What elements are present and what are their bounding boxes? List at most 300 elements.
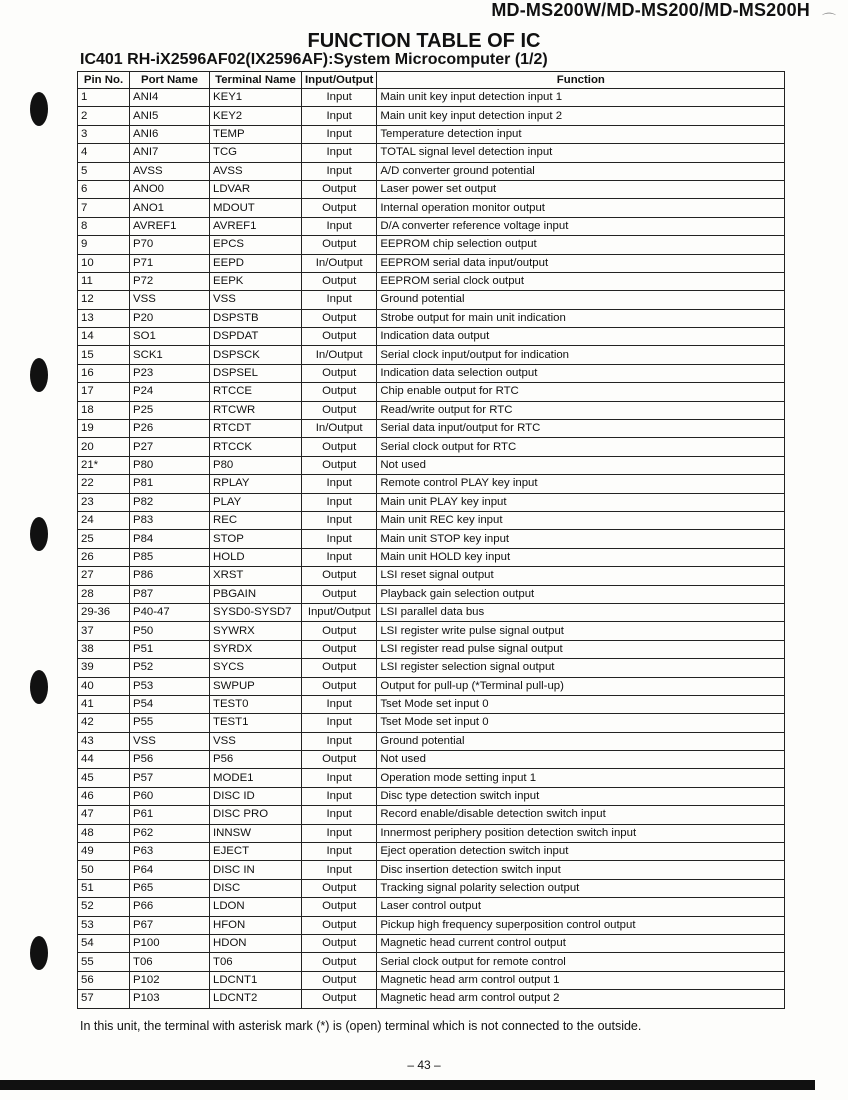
table-row (78, 971, 785, 989)
table-row (78, 364, 785, 382)
terminal-name-cell: SYCS (210, 659, 302, 677)
function-cell: LSI reset signal output (377, 567, 785, 585)
pin-no-cell: 23 (78, 493, 130, 511)
port-name-cell: P62 (130, 824, 210, 842)
pin-no-cell: 37 (78, 622, 130, 640)
table-body (78, 89, 785, 1009)
terminal-name-cell: EPCS (210, 236, 302, 254)
pin-no-cell: 44 (78, 751, 130, 769)
pin-no-cell: 38 (78, 640, 130, 658)
terminal-name-cell: LDCNT1 (210, 971, 302, 989)
table-row (78, 787, 785, 805)
function-cell: D/A converter reference voltage input (377, 217, 785, 235)
io-cell: Output (302, 401, 377, 419)
binder-hole-mark (30, 936, 48, 970)
terminal-name-cell: DSPSCK (210, 346, 302, 364)
function-cell: Main unit PLAY key input (377, 493, 785, 511)
table-row (78, 309, 785, 327)
table-row (78, 861, 785, 879)
port-name-cell: P85 (130, 548, 210, 566)
io-cell: Output (302, 456, 377, 474)
pin-no-cell: 39 (78, 659, 130, 677)
io-cell: Output (302, 567, 377, 585)
table-row (78, 751, 785, 769)
table-row (78, 346, 785, 364)
port-name-cell: P63 (130, 843, 210, 861)
table-row (78, 934, 785, 952)
port-name-cell: P100 (130, 934, 210, 952)
table-row (78, 769, 785, 787)
io-cell: In/Output (302, 420, 377, 438)
table-row (78, 640, 785, 658)
table-row (78, 898, 785, 916)
port-name-cell: P71 (130, 254, 210, 272)
pin-no-cell: 52 (78, 898, 130, 916)
table-row (78, 456, 785, 474)
function-cell: Internal operation monitor output (377, 199, 785, 217)
table-row (78, 879, 785, 897)
table-row (78, 990, 785, 1008)
port-name-cell: ANI4 (130, 89, 210, 107)
function-cell: Main unit key input detection input 2 (377, 107, 785, 125)
pin-no-cell: 4 (78, 144, 130, 162)
port-name-cell: P25 (130, 401, 210, 419)
function-cell: Tset Mode set input 0 (377, 714, 785, 732)
pin-no-cell: 22 (78, 475, 130, 493)
terminal-name-cell: HOLD (210, 548, 302, 566)
port-name-cell: SO1 (130, 328, 210, 346)
io-cell: Output (302, 180, 377, 198)
col-header-input-output: Input/Output (302, 72, 377, 89)
table-row (78, 622, 785, 640)
function-cell: Magnetic head arm control output 1 (377, 971, 785, 989)
terminal-name-cell: TEST1 (210, 714, 302, 732)
function-cell: Playback gain selection output (377, 585, 785, 603)
terminal-name-cell: DSPDAT (210, 328, 302, 346)
pin-no-cell: 9 (78, 236, 130, 254)
table-row (78, 475, 785, 493)
function-cell: Serial clock output for remote control (377, 953, 785, 971)
pin-no-cell: 8 (78, 217, 130, 235)
io-cell: Output (302, 953, 377, 971)
port-name-cell: VSS (130, 291, 210, 309)
binder-hole-mark (30, 670, 48, 704)
io-cell: In/Output (302, 254, 377, 272)
function-cell: Record enable/disable detection switch input (377, 806, 785, 824)
terminal-name-cell: DISC IN (210, 861, 302, 879)
terminal-name-cell: REC (210, 511, 302, 529)
io-cell: Input (302, 291, 377, 309)
io-cell: Output (302, 990, 377, 1008)
table-row (78, 291, 785, 309)
function-cell: Disc insertion detection switch input (377, 861, 785, 879)
function-cell: Tracking signal polarity selection output (377, 879, 785, 897)
function-cell: EEPROM serial clock output (377, 272, 785, 290)
table-row (78, 695, 785, 713)
table-row (78, 217, 785, 235)
io-cell: Output (302, 879, 377, 897)
port-name-cell: P72 (130, 272, 210, 290)
port-name-cell: ANO0 (130, 180, 210, 198)
function-cell: Output for pull-up (*Terminal pull-up) (377, 677, 785, 695)
terminal-name-cell: RTCCE (210, 383, 302, 401)
pin-no-cell: 7 (78, 199, 130, 217)
io-cell: Output (302, 934, 377, 952)
terminal-name-cell: SYRDX (210, 640, 302, 658)
terminal-name-cell: DISC (210, 879, 302, 897)
table-row (78, 806, 785, 824)
col-header-port-name: Port Name (130, 72, 210, 89)
pin-no-cell: 54 (78, 934, 130, 952)
terminal-name-cell: STOP (210, 530, 302, 548)
function-cell: Magnetic head arm control output 2 (377, 990, 785, 1008)
pin-no-cell: 14 (78, 328, 130, 346)
terminal-name-cell: RTCWR (210, 401, 302, 419)
pin-no-cell: 10 (78, 254, 130, 272)
io-cell: Output (302, 659, 377, 677)
table-row (78, 824, 785, 842)
pin-no-cell: 48 (78, 824, 130, 842)
pin-no-cell: 29-36 (78, 603, 130, 621)
io-cell: Input (302, 217, 377, 235)
function-cell: TOTAL signal level detection input (377, 144, 785, 162)
terminal-name-cell: EJECT (210, 843, 302, 861)
table-row (78, 916, 785, 934)
terminal-name-cell: SYWRX (210, 622, 302, 640)
port-name-cell: P80 (130, 456, 210, 474)
port-name-cell: P70 (130, 236, 210, 254)
io-cell: Input (302, 530, 377, 548)
function-cell: Not used (377, 751, 785, 769)
port-name-cell: P65 (130, 879, 210, 897)
io-cell: Input (302, 695, 377, 713)
table-header-row (78, 72, 785, 89)
terminal-name-cell: RTCDT (210, 420, 302, 438)
port-name-cell: P81 (130, 475, 210, 493)
function-cell: Main unit STOP key input (377, 530, 785, 548)
pin-no-cell: 3 (78, 125, 130, 143)
function-cell: Remote control PLAY key input (377, 475, 785, 493)
table-row (78, 89, 785, 107)
io-cell: Output (302, 364, 377, 382)
table-row (78, 162, 785, 180)
terminal-name-cell: RPLAY (210, 475, 302, 493)
function-cell: Ground potential (377, 732, 785, 750)
function-cell: Serial clock input/output for indication (377, 346, 785, 364)
terminal-name-cell: TCG (210, 144, 302, 162)
terminal-name-cell: INNSW (210, 824, 302, 842)
function-cell: EEPROM serial data input/output (377, 254, 785, 272)
terminal-name-cell: DSPSTB (210, 309, 302, 327)
terminal-name-cell: XRST (210, 567, 302, 585)
function-cell: Strobe output for main unit indication (377, 309, 785, 327)
pin-no-cell: 11 (78, 272, 130, 290)
function-cell: Not used (377, 456, 785, 474)
io-cell: Output (302, 971, 377, 989)
port-name-cell: P53 (130, 677, 210, 695)
terminal-name-cell: RTCCK (210, 438, 302, 456)
function-cell: LSI register read pulse signal output (377, 640, 785, 658)
function-cell: Indication data output (377, 328, 785, 346)
io-cell: Output (302, 916, 377, 934)
pin-no-cell: 20 (78, 438, 130, 456)
io-cell: Input (302, 732, 377, 750)
pin-no-cell: 24 (78, 511, 130, 529)
port-name-cell: P52 (130, 659, 210, 677)
table-row (78, 328, 785, 346)
port-name-cell: P55 (130, 714, 210, 732)
port-name-cell: P84 (130, 530, 210, 548)
io-cell: Input (302, 769, 377, 787)
footnote: In this unit, the terminal with asterisk mark (*) is (open) terminal which is not connected to the outside. (80, 1019, 642, 1033)
io-cell: Output (302, 640, 377, 658)
port-name-cell: AVSS (130, 162, 210, 180)
col-header-terminal-name: Terminal Name (210, 72, 302, 89)
pin-no-cell: 27 (78, 567, 130, 585)
port-name-cell: P83 (130, 511, 210, 529)
port-name-cell: P50 (130, 622, 210, 640)
port-name-cell: P103 (130, 990, 210, 1008)
table-row (78, 548, 785, 566)
terminal-name-cell: EEPK (210, 272, 302, 290)
function-cell: Innermost periphery position detection switch input (377, 824, 785, 842)
table-row (78, 383, 785, 401)
port-name-cell: AVREF1 (130, 217, 210, 235)
table-row (78, 107, 785, 125)
bottom-scan-bar (0, 1080, 815, 1090)
pin-no-cell: 51 (78, 879, 130, 897)
io-cell: Output (302, 383, 377, 401)
pin-no-cell: 56 (78, 971, 130, 989)
table-row (78, 843, 785, 861)
terminal-name-cell: VSS (210, 732, 302, 750)
table-row (78, 603, 785, 621)
port-name-cell: P86 (130, 567, 210, 585)
function-cell: EEPROM chip selection output (377, 236, 785, 254)
pin-no-cell: 49 (78, 843, 130, 861)
terminal-name-cell: P80 (210, 456, 302, 474)
table-row (78, 254, 785, 272)
pin-no-cell: 5 (78, 162, 130, 180)
port-name-cell: VSS (130, 732, 210, 750)
pin-no-cell: 45 (78, 769, 130, 787)
io-cell: Output (302, 898, 377, 916)
terminal-name-cell: SWPUP (210, 677, 302, 695)
io-cell: Input (302, 806, 377, 824)
function-table-container (77, 71, 785, 1009)
pin-no-cell: 47 (78, 806, 130, 824)
terminal-name-cell: MDOUT (210, 199, 302, 217)
io-cell: Input (302, 107, 377, 125)
table-row (78, 714, 785, 732)
function-cell: Read/write output for RTC (377, 401, 785, 419)
function-cell: LSI parallel data bus (377, 603, 785, 621)
terminal-name-cell: TEST0 (210, 695, 302, 713)
table-row (78, 530, 785, 548)
table-row (78, 144, 785, 162)
io-cell: Output (302, 438, 377, 456)
port-name-cell: P26 (130, 420, 210, 438)
port-name-cell: P51 (130, 640, 210, 658)
io-cell: Output (302, 309, 377, 327)
port-name-cell: SCK1 (130, 346, 210, 364)
io-cell: Output (302, 199, 377, 217)
terminal-name-cell: SYSD0-SYSD7 (210, 603, 302, 621)
table-row (78, 493, 785, 511)
edge-mark: ⌒ (822, 12, 836, 28)
table-row (78, 438, 785, 456)
terminal-name-cell: EEPD (210, 254, 302, 272)
table-row (78, 567, 785, 585)
table-row (78, 953, 785, 971)
port-name-cell: P82 (130, 493, 210, 511)
table-row (78, 585, 785, 603)
io-cell: Input (302, 125, 377, 143)
terminal-name-cell: LDON (210, 898, 302, 916)
pin-no-cell: 43 (78, 732, 130, 750)
function-cell: Main unit HOLD key input (377, 548, 785, 566)
port-name-cell: P67 (130, 916, 210, 934)
io-cell: Output (302, 677, 377, 695)
function-cell: Indication data selection output (377, 364, 785, 382)
terminal-name-cell: HDON (210, 934, 302, 952)
pin-no-cell: 25 (78, 530, 130, 548)
io-cell: Input (302, 824, 377, 842)
terminal-name-cell: KEY2 (210, 107, 302, 125)
port-name-cell: ANO1 (130, 199, 210, 217)
table-row (78, 420, 785, 438)
port-name-cell: P20 (130, 309, 210, 327)
port-name-cell: T06 (130, 953, 210, 971)
port-name-cell: P60 (130, 787, 210, 805)
function-cell: LSI register write pulse signal output (377, 622, 785, 640)
function-cell: Main unit REC key input (377, 511, 785, 529)
io-cell: Input (302, 548, 377, 566)
terminal-name-cell: DISC PRO (210, 806, 302, 824)
pin-no-cell: 40 (78, 677, 130, 695)
io-cell: In/Output (302, 346, 377, 364)
terminal-name-cell: PBGAIN (210, 585, 302, 603)
table-row (78, 677, 785, 695)
table-row (78, 272, 785, 290)
io-cell: Output (302, 272, 377, 290)
table-row (78, 125, 785, 143)
terminal-name-cell: AVSS (210, 162, 302, 180)
function-cell: Magnetic head current control output (377, 934, 785, 952)
function-cell: Tset Mode set input 0 (377, 695, 785, 713)
pin-no-cell: 53 (78, 916, 130, 934)
table-row (78, 180, 785, 198)
pin-no-cell: 12 (78, 291, 130, 309)
port-name-cell: P61 (130, 806, 210, 824)
terminal-name-cell: P56 (210, 751, 302, 769)
terminal-name-cell: AVREF1 (210, 217, 302, 235)
terminal-name-cell: PLAY (210, 493, 302, 511)
port-name-cell: P57 (130, 769, 210, 787)
table-row (78, 236, 785, 254)
ic-subtitle: IC401 RH-iX2596AF02(IX2596AF):System Microcomputer (1/2) (80, 51, 548, 68)
port-name-cell: ANI6 (130, 125, 210, 143)
terminal-name-cell: LDVAR (210, 180, 302, 198)
pin-no-cell: 55 (78, 953, 130, 971)
function-cell: Serial clock output for RTC (377, 438, 785, 456)
function-cell: Chip enable output for RTC (377, 383, 785, 401)
pin-no-cell: 42 (78, 714, 130, 732)
function-cell: Operation mode setting input 1 (377, 769, 785, 787)
io-cell: Input (302, 843, 377, 861)
function-cell: Disc type detection switch input (377, 787, 785, 805)
terminal-name-cell: HFON (210, 916, 302, 934)
terminal-name-cell: MODE1 (210, 769, 302, 787)
io-cell: Input (302, 162, 377, 180)
pin-no-cell: 2 (78, 107, 130, 125)
pin-no-cell: 41 (78, 695, 130, 713)
pin-no-cell: 13 (78, 309, 130, 327)
col-header-function: Function (377, 72, 785, 89)
binder-hole-mark (30, 358, 48, 392)
pin-no-cell: 50 (78, 861, 130, 879)
table-row (78, 511, 785, 529)
terminal-name-cell: KEY1 (210, 89, 302, 107)
io-cell: Input/Output (302, 603, 377, 621)
io-cell: Input (302, 89, 377, 107)
io-cell: Output (302, 585, 377, 603)
port-name-cell: P64 (130, 861, 210, 879)
function-cell: Pickup high frequency superposition control output (377, 916, 785, 934)
io-cell: Input (302, 475, 377, 493)
table-row (78, 732, 785, 750)
pin-no-cell: 6 (78, 180, 130, 198)
model-header: MD-MS200W/MD-MS200/MD-MS200H (491, 0, 810, 20)
terminal-name-cell: DSPSEL (210, 364, 302, 382)
io-cell: Input (302, 493, 377, 511)
io-cell: Input (302, 144, 377, 162)
port-name-cell: P102 (130, 971, 210, 989)
binder-hole-mark (30, 517, 48, 551)
function-cell: Temperature detection input (377, 125, 785, 143)
table-row (78, 659, 785, 677)
io-cell: Output (302, 328, 377, 346)
io-cell: Input (302, 714, 377, 732)
pin-no-cell: 28 (78, 585, 130, 603)
pin-no-cell: 21* (78, 456, 130, 474)
function-cell: Laser control output (377, 898, 785, 916)
io-cell: Output (302, 236, 377, 254)
function-cell: A/D converter ground potential (377, 162, 785, 180)
terminal-name-cell: DISC ID (210, 787, 302, 805)
function-table (77, 71, 785, 1009)
function-cell: Main unit key input detection input 1 (377, 89, 785, 107)
binder-hole-mark (30, 92, 48, 126)
port-name-cell: P27 (130, 438, 210, 456)
page-number: – 43 – (407, 1058, 441, 1072)
pin-no-cell: 16 (78, 364, 130, 382)
pin-no-cell: 18 (78, 401, 130, 419)
function-cell: Eject operation detection switch input (377, 843, 785, 861)
io-cell: Output (302, 751, 377, 769)
port-name-cell: P24 (130, 383, 210, 401)
io-cell: Input (302, 511, 377, 529)
pin-no-cell: 57 (78, 990, 130, 1008)
port-name-cell: P66 (130, 898, 210, 916)
io-cell: Output (302, 622, 377, 640)
port-name-cell: P54 (130, 695, 210, 713)
terminal-name-cell: LDCNT2 (210, 990, 302, 1008)
port-name-cell: P87 (130, 585, 210, 603)
col-header-pin-no: Pin No. (78, 72, 130, 89)
pin-no-cell: 26 (78, 548, 130, 566)
io-cell: Input (302, 861, 377, 879)
